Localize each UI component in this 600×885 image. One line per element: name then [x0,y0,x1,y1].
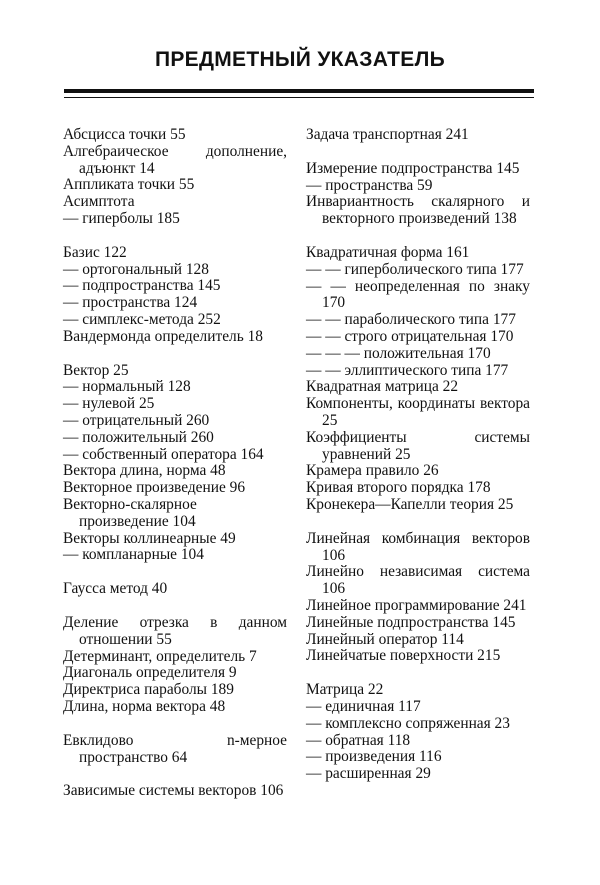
index-entry: Задача транспортная 241 [306,126,469,143]
index-entry: Векторно-скалярное произведение 104 [63,495,197,530]
index-entry: — расширенная 29 [306,765,431,783]
index-entry: Деление отрезка в данном отношении 55 [63,613,287,648]
index-entry: Квадратная матрица 22 [306,378,459,396]
index-entry: Квадратичная форма 161 [306,243,470,261]
index-entry: — компланарные 104 [63,546,204,564]
index-entry: Линейно независимая система 106 [306,563,530,598]
index-entry: Матрица 22 [306,681,384,699]
index-entry: Линейный оператор 114 [306,630,464,648]
index-entry: — собственный оператора 164 [63,445,264,463]
index-entry: — — гиперболического типа 177 [306,260,524,278]
index-entry: — единичная 117 [306,697,421,715]
index-entry: — пространства 124 [63,294,198,312]
index-column-right [306,127,530,783]
index-entry: — ортогональный 128 [63,260,209,278]
index-entry: Линейные подпространства 145 [306,613,516,631]
index-entry: — произведения 116 [306,748,442,766]
index-entry: — комплексно сопряженная 23 [306,714,510,732]
index-entry: Измерение подпространства 145 [306,159,520,177]
index-entry: Линейчатые поверхности 215 [306,647,501,665]
index-entry: Асимптота [63,193,135,211]
index-entry: — нулевой 25 [63,395,155,413]
index-entry: Кронекера—Капелли теория 25 [306,495,514,513]
title-rule-thick [64,89,534,93]
index-entry: Директриса параболы 189 [63,681,234,699]
index-entry: Коэффициенты системы уравнений 25 [306,428,530,463]
index-entry: — симплекс-метода 252 [63,310,221,328]
index-entry: Базис 122 [63,243,127,261]
index-entry: Компоненты, координаты вектора 25 [306,395,530,429]
index-entry: Крамера правило 26 [306,462,439,480]
index-entry: Кривая второго порядка 178 [306,479,491,497]
index-entry: Детерминант, определитель 7 [63,647,257,665]
index-entry: Евклидово n-мерное пространство 64 [63,731,287,766]
index-entry: Абсцисса точки 55 [63,126,186,143]
index-entry: — пространства 59 [306,176,433,194]
index-entry: Инвариантность скалярного и векторного произведений 138 [306,193,530,228]
index-entry: — — — положительная 170 [306,344,491,362]
index-entry: Гаусса метод 40 [63,580,168,598]
index-entry: Вандермонда определитель 18 [63,327,263,345]
index-entry: Векторы коллинеарные 49 [63,529,236,547]
index-entry: Линейное программирование 241 [306,596,527,614]
index-entry: — — строго отрицательная 170 [306,327,514,345]
index-column-left [63,127,287,800]
index-entry: — отрицательный 260 [63,411,210,429]
index-entry: Вектор 25 [63,361,129,379]
index-entry: — — эллиптического типа 177 [306,361,509,379]
index-entry: Длина, норма вектора 48 [63,697,226,715]
index-entry: Диагональ определителя 9 [63,664,237,682]
index-entry: Зависимые системы векторов 106 [63,782,284,800]
title-rule-thin [64,97,534,98]
index-entry: Алгебраическое дополнение, адъюнкт 14 [63,142,287,177]
index-entry: — положительный 260 [63,428,214,446]
index-entry: Вектора длина, норма 48 [63,462,226,480]
index-entry: — — неопределенная по знаку 170 [306,277,530,312]
index-entry: — обратная 118 [306,731,411,749]
index-entry: Аппликата точки 55 [63,176,195,194]
index-entry: — гиперболы 185 [63,209,180,227]
index-entry: Линейная комбинация векторов 106 [306,529,530,564]
index-entry: — — параболического типа 177 [306,311,516,329]
index-entry: Векторное произведение 96 [63,479,246,497]
index-entry: — подпространства 145 [63,277,221,295]
index-entry: — нормальный 128 [63,378,191,396]
page-title: ПРЕДМЕТНЫЙ УКАЗАТЕЛЬ [154,48,446,71]
